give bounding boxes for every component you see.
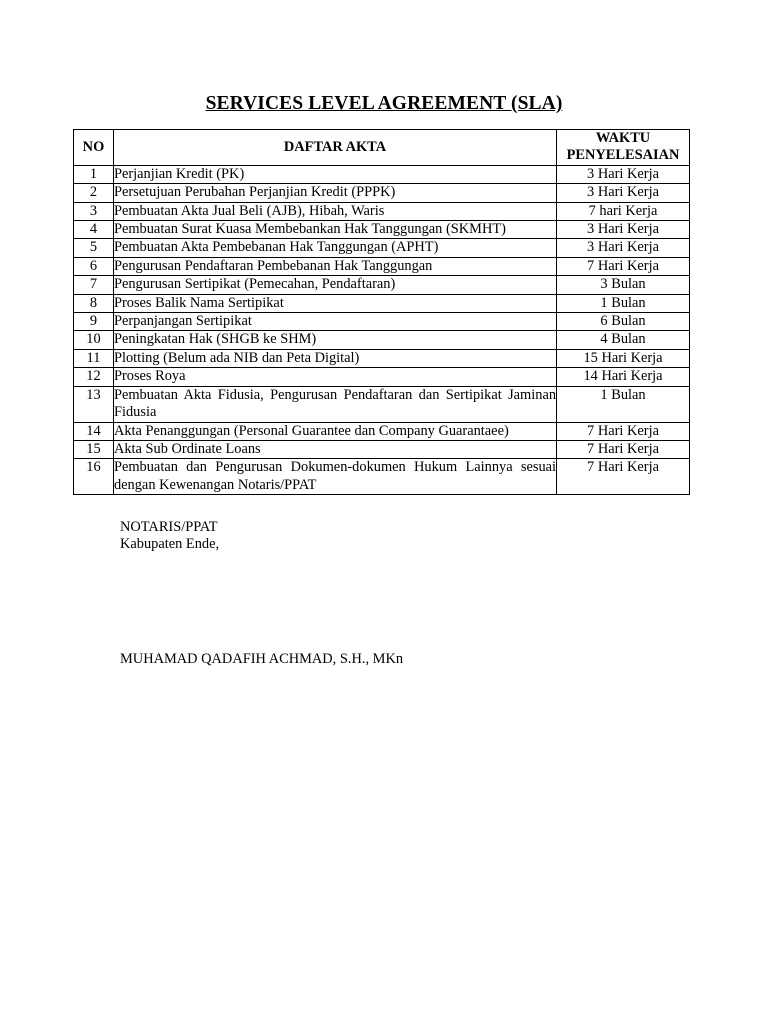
table-row bbox=[74, 257, 690, 275]
header-daftar-akta: DAFTAR AKTA bbox=[113, 130, 556, 166]
row-akta-name: Persetujuan Perubahan Perjanjian Kredit (PPPK) bbox=[113, 184, 556, 202]
row-completion-time: 1 Bulan bbox=[557, 294, 690, 312]
notary-name: MUHAMAD QADAFIH ACHMAD, S.H., MKn bbox=[120, 651, 404, 667]
row-akta-name: Pembuatan dan Pengurusan Dokumen-dokumen Hukum Lainnya sesuai dengan Kewenangan Notaris/PPAT bbox=[113, 459, 557, 493]
row-akta-name: Pembuatan Akta Pembebanan Hak Tanggungan (APHT) bbox=[113, 239, 556, 257]
table-row bbox=[74, 276, 690, 294]
row-completion-time: 3 Hari Kerja bbox=[557, 184, 690, 202]
row-akta-name: Akta Penanggungan (Personal Guarantee dan Company Guarantaee) bbox=[113, 422, 556, 440]
sla-table bbox=[73, 129, 690, 495]
table-row bbox=[74, 239, 690, 257]
row-completion-time: 7 Hari Kerja bbox=[557, 422, 690, 440]
row-akta-name: Proses Balik Nama Sertipikat bbox=[113, 294, 556, 312]
row-number: 1 bbox=[74, 165, 114, 183]
row-completion-time: 4 Bulan bbox=[557, 331, 690, 349]
row-akta-name: Perjanjian Kredit (PK) bbox=[113, 165, 556, 183]
row-completion-time: 7 Hari Kerja bbox=[557, 257, 690, 275]
row-akta-name: Pengurusan Pendaftaran Pembebanan Hak Tanggungan bbox=[113, 257, 556, 275]
table-row bbox=[74, 184, 690, 202]
row-number: 3 bbox=[74, 202, 114, 220]
notary-title: NOTARIS/PPAT bbox=[120, 519, 218, 535]
table-row bbox=[74, 294, 690, 312]
row-akta-name: Perpanjangan Sertipikat bbox=[113, 313, 556, 331]
table-header-row bbox=[74, 130, 690, 166]
row-number: 8 bbox=[74, 294, 114, 312]
row-number: 14 bbox=[74, 422, 114, 440]
row-akta-name: Pembuatan Akta Fidusia, Pengurusan Pendaftaran dan Sertipikat Jaminan Fidusia bbox=[113, 386, 557, 421]
row-number: 12 bbox=[74, 368, 114, 386]
table-row bbox=[74, 422, 690, 440]
row-number: 2 bbox=[74, 184, 114, 202]
document-title: SERVICES LEVEL AGREEMENT (SLA) bbox=[205, 93, 563, 114]
row-number: 5 bbox=[74, 239, 114, 257]
row-number: 16 bbox=[74, 459, 114, 495]
table-row bbox=[74, 165, 690, 183]
table-row bbox=[74, 459, 690, 495]
row-akta-name: Peningkatan Hak (SHGB ke SHM) bbox=[113, 331, 556, 349]
row-number: 9 bbox=[74, 313, 114, 331]
row-completion-time: 3 Hari Kerja bbox=[557, 165, 690, 183]
row-completion-time: 3 Hari Kerja bbox=[557, 221, 690, 239]
row-completion-time: 3 Hari Kerja bbox=[557, 239, 690, 257]
row-completion-time: 15 Hari Kerja bbox=[557, 349, 690, 367]
row-number: 11 bbox=[74, 349, 114, 367]
row-number: 7 bbox=[74, 276, 114, 294]
table-row bbox=[74, 386, 690, 422]
header-waktu-penyelesaian bbox=[557, 130, 690, 166]
row-completion-time: 7 Hari Kerja bbox=[557, 459, 690, 495]
header-waktu-line1: WAKTU bbox=[595, 130, 651, 146]
row-akta-name: Pembuatan Surat Kuasa Membebankan Hak Tanggungan (SKMHT) bbox=[113, 221, 556, 239]
row-completion-time: 14 Hari Kerja bbox=[557, 368, 690, 386]
row-number: 6 bbox=[74, 257, 114, 275]
row-akta-name: Pembuatan Akta Jual Beli (AJB), Hibah, Waris bbox=[113, 202, 556, 220]
table-row bbox=[74, 313, 690, 331]
table-body bbox=[74, 165, 690, 494]
row-number: 15 bbox=[74, 440, 114, 458]
row-akta-name: Plotting (Belum ada NIB dan Peta Digital) bbox=[113, 349, 556, 367]
row-completion-time: 3 Bulan bbox=[557, 276, 690, 294]
row-number: 10 bbox=[74, 331, 114, 349]
header-waktu-line2: PENYELESAIAN bbox=[566, 147, 680, 164]
row-completion-time: 7 hari Kerja bbox=[557, 202, 690, 220]
table-row bbox=[74, 349, 690, 367]
row-number: 4 bbox=[74, 221, 114, 239]
row-completion-time: 1 Bulan bbox=[557, 386, 690, 422]
row-akta-name: Pengurusan Sertipikat (Pemecahan, Pendaftaran) bbox=[113, 276, 556, 294]
table-row bbox=[74, 368, 690, 386]
row-number: 13 bbox=[74, 386, 114, 422]
signature-office-block bbox=[120, 519, 219, 554]
row-completion-time: 6 Bulan bbox=[557, 313, 690, 331]
row-akta-name: Akta Sub Ordinate Loans bbox=[113, 440, 556, 458]
table-row bbox=[74, 331, 690, 349]
row-completion-time: 7 Hari Kerja bbox=[557, 440, 690, 458]
table-row bbox=[74, 202, 690, 220]
table-row bbox=[74, 221, 690, 239]
header-no: NO bbox=[74, 130, 114, 166]
table-row bbox=[74, 440, 690, 458]
notary-location: Kabupaten Ende, bbox=[120, 536, 220, 553]
row-akta-name: Proses Roya bbox=[113, 368, 556, 386]
